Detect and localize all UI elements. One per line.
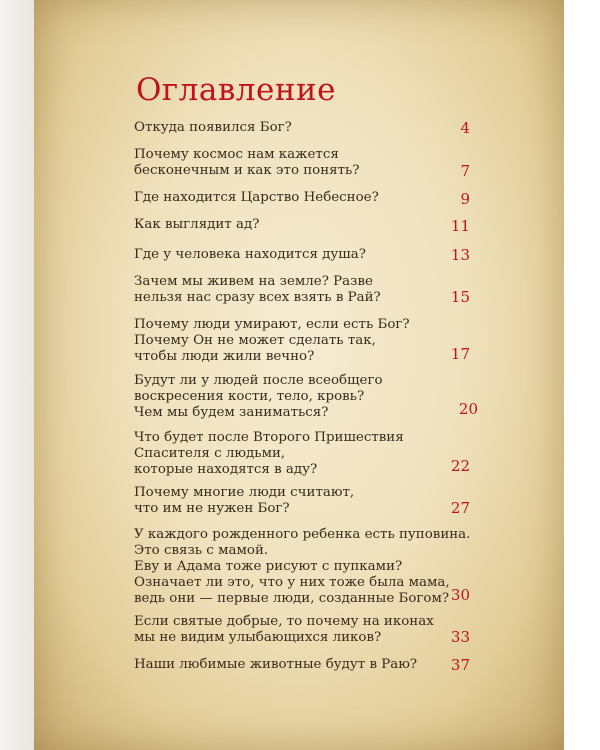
toc-entry-text: Наши любимые животные будут в Раю? — [134, 657, 418, 672]
toc-entry-text: Означает ли это, что у них тоже была мама, — [134, 575, 450, 590]
toc-entry-text: воскресения кости, тело, кровь? — [134, 389, 365, 404]
toc-entry-text: Спасителя с людьми, — [134, 446, 286, 461]
toc-page-number: 7 — [460, 162, 470, 180]
toc-page-number: 15 — [450, 288, 470, 306]
toc-entry-text: Почему люди умирают, если есть Бог? — [134, 317, 410, 332]
toc-page-number: 20 — [458, 400, 478, 418]
toc-entry-text: Почему Он не может сделать так, — [134, 333, 376, 348]
book-spine-left — [0, 0, 34, 750]
toc-entry-text: Это связь с мамой. — [134, 543, 269, 558]
toc-entry-text: Будут ли у людей после всеобщего — [134, 373, 383, 388]
toc-entry-text: Где у человека находится душа? — [134, 247, 366, 262]
toc-entry-text: ведь они — первые люди, созданные Богом? — [134, 591, 450, 606]
toc-page-number: 22 — [450, 457, 470, 475]
toc-entry-text: Почему многие люди считают, — [134, 485, 355, 500]
toc-entry-text: Почему космос нам кажется — [134, 147, 339, 162]
toc-entry-text: У каждого рожденного ребенка есть пуповина. — [134, 527, 471, 542]
toc-entry-text: Что будет после Второго Пришествия — [134, 430, 404, 445]
toc-page-number: 30 — [450, 586, 470, 604]
toc-entry-text: Еву и Адама тоже рисуют с пупками? — [134, 559, 403, 574]
toc-entry-text: мы не видим улыбающихся ликов? — [134, 630, 382, 645]
page-margin-right — [564, 0, 600, 750]
toc-entry-text: что им не нужен Бог? — [134, 501, 290, 516]
toc-page-number: 4 — [460, 119, 470, 137]
toc-page-number: 37 — [450, 656, 470, 674]
toc-entry-text: Откуда появился Бог? — [134, 120, 292, 135]
toc-page-number: 9 — [460, 190, 470, 208]
toc-entry-text: чтобы люди жили вечно? — [134, 349, 315, 364]
toc-entry-text: Где находится Царство Небесное? — [134, 190, 379, 205]
toc-page-number: 17 — [450, 345, 470, 363]
toc-page-number: 11 — [450, 217, 470, 235]
toc-entry-text: которые находятся в аду? — [134, 462, 318, 477]
toc-entry-text: Зачем мы живем на земле? Разве — [134, 274, 373, 289]
toc-entry — [134, 373, 474, 421]
toc-entry-text: бесконечным и как это понять? — [134, 163, 360, 178]
toc-page-number: 13 — [450, 246, 470, 264]
page-title: Оглавление — [136, 72, 336, 108]
toc-entry-text: Как выглядит ад? — [134, 217, 260, 232]
toc-page-number: 27 — [450, 499, 470, 517]
toc-page-number: 33 — [450, 628, 470, 646]
toc-entry-text: Чем мы будем заниматься? — [134, 405, 329, 420]
toc-entry-text: Если святые добрые, то почему на иконах — [134, 614, 434, 629]
toc-entry-text: нельзя нас сразу всех взять в Рай? — [134, 290, 381, 305]
